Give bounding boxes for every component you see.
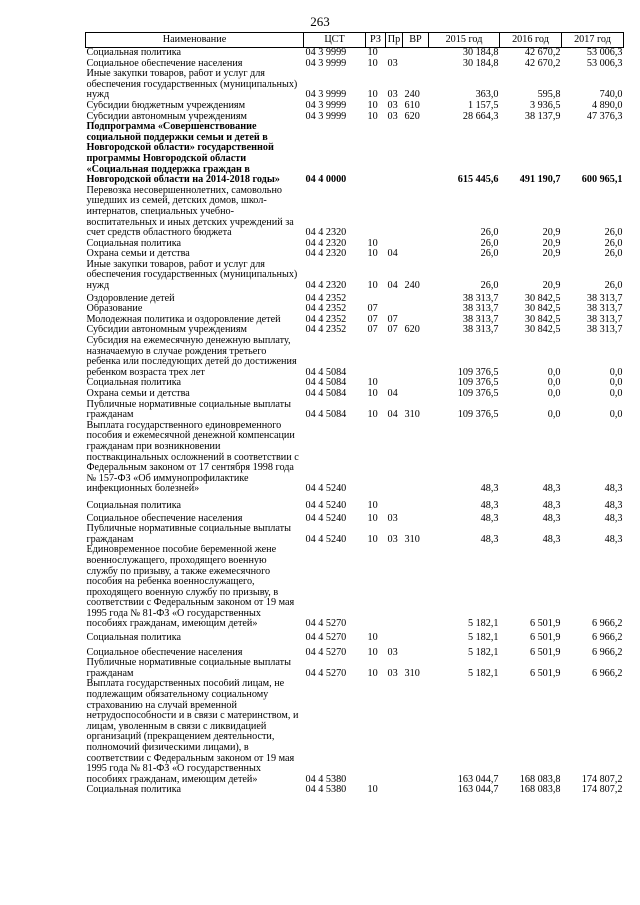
- row-name: Субсидии бюджетным учреждениям: [86, 100, 246, 111]
- budget-table: [85, 32, 624, 796]
- row-2016: 595,8: [537, 89, 561, 101]
- row-vr: [403, 336, 429, 378]
- row-name: Социальная политика: [86, 499, 182, 511]
- row-name: Единовременное пособие беременной жене военнослужащего, проходящего военную службу по призыву, а также ежемесячного пособия на ребенка военнослужащего, проходящего военную службу по призыву, в соответствии с Федеральным законом от 19 мая 1995 года № 81-ФЗ «О государственных пособиях гражданам, имеющим детей»: [86, 545, 295, 630]
- row-rz: 10: [367, 47, 378, 58]
- row-cst: 04 4 5084: [305, 378, 347, 389]
- row-2017: 174 807,2: [581, 773, 623, 785]
- row-rz: 10: [367, 378, 378, 389]
- row-cst: 04 3 9999: [305, 58, 347, 69]
- row-2015: 38 313,7: [462, 314, 499, 325]
- row-2016: 20,9: [542, 249, 561, 260]
- row-vr: [403, 304, 429, 315]
- row-pr: [386, 292, 403, 305]
- row-2015: 26,0: [480, 227, 499, 239]
- table-row: [86, 495, 624, 512]
- row-name: Социальное обеспечение населения: [86, 646, 243, 658]
- row-pr: [386, 304, 403, 315]
- row-cst: 04 4 5380: [305, 785, 347, 796]
- row-pr: [386, 336, 403, 378]
- table-row: [86, 186, 624, 239]
- row-rz: [366, 292, 386, 305]
- page-number: 263: [310, 14, 330, 29]
- row-rz: 10: [367, 533, 378, 545]
- row-rz: [366, 679, 386, 785]
- row-2017: 38 313,7: [586, 325, 623, 336]
- row-vr: [403, 512, 429, 525]
- table-row: [86, 101, 624, 112]
- row-rz: 10: [367, 100, 378, 111]
- row-2015: 163 044,7: [457, 773, 499, 785]
- row-rz: [366, 122, 386, 186]
- row-rz: 10: [367, 646, 378, 658]
- row-2015: 48,3: [480, 512, 499, 524]
- row-rz: 10: [367, 238, 378, 249]
- table-row: [86, 658, 624, 679]
- row-2016: 42 670,2: [524, 58, 561, 69]
- row-2016: 30 842,5: [524, 292, 561, 304]
- row-2015: 5 182,1: [467, 632, 499, 644]
- row-vr: [403, 249, 429, 260]
- row-cst: 04 4 5270: [305, 618, 347, 630]
- table-row: [86, 122, 624, 186]
- row-vr: [403, 315, 429, 326]
- row-cst: 04 4 5380: [305, 773, 347, 785]
- row-rz: 10: [367, 512, 378, 524]
- row-2016: 30 842,5: [524, 325, 561, 336]
- row-2015: 26,0: [480, 249, 499, 260]
- row-cst: 04 4 2352: [305, 314, 347, 325]
- row-vr: [403, 421, 429, 495]
- row-name: Охрана семьи и детства: [86, 249, 190, 260]
- table-row: [86, 239, 624, 250]
- row-2015: 26,0: [480, 280, 499, 292]
- row-2017: 0,0: [609, 409, 623, 421]
- row-2016: 20,9: [542, 238, 561, 249]
- row-name: Социальная политика: [86, 378, 182, 389]
- row-rz: [366, 336, 386, 378]
- row-2017: 48,3: [604, 483, 623, 495]
- row-name: Социальная политика: [86, 238, 182, 249]
- row-pr: 03: [387, 100, 398, 111]
- row-2017: 174 807,2: [581, 785, 623, 796]
- row-pr: [386, 186, 403, 239]
- row-vr: [403, 292, 429, 305]
- row-rz: 10: [367, 389, 378, 399]
- row-2015: 5 182,1: [467, 667, 499, 679]
- row-2017: 38 313,7: [586, 314, 623, 325]
- row-name: Оздоровление детей: [86, 292, 175, 304]
- row-cst: 04 4 5084: [305, 366, 347, 378]
- row-2015: 5 182,1: [467, 646, 499, 658]
- table-row: [86, 59, 624, 70]
- row-2016: 48,3: [542, 483, 561, 495]
- row-pr: [386, 630, 403, 644]
- row-cst: 04 4 2352: [305, 325, 347, 336]
- row-vr: [403, 644, 429, 659]
- row-rz: 10: [367, 280, 378, 292]
- table-row: [86, 69, 624, 101]
- row-name: Социальное обеспечение населения: [86, 512, 243, 524]
- row-name: Публичные нормативные социальные выплаты гражданам: [86, 658, 291, 679]
- row-2015: 38 313,7: [462, 325, 499, 336]
- row-vr: 240: [404, 89, 420, 101]
- row-2015: 615 445,6: [457, 174, 499, 186]
- row-vr: [403, 679, 429, 785]
- row-name: Иные закупки товаров, работ и услуг для обеспечения государственных (муниципальных) нужд: [86, 259, 298, 292]
- row-vr: 310: [404, 409, 420, 421]
- row-vr: 310: [404, 667, 420, 679]
- row-cst: 04 4 2320: [305, 227, 347, 239]
- row-2016: 48,3: [542, 512, 561, 524]
- row-pr: 03: [387, 512, 398, 524]
- row-cst: 04 4 2352: [305, 304, 347, 315]
- row-2015: 1 157,5: [467, 100, 499, 111]
- row-2016: 48,3: [542, 533, 561, 545]
- row-rz: 07: [367, 314, 378, 325]
- row-2016: 0,0: [547, 389, 561, 399]
- table-row: [86, 785, 624, 796]
- row-vr: 240: [404, 280, 420, 292]
- table-row: [86, 630, 624, 644]
- row-name: Социальная политика: [86, 47, 182, 58]
- row-2016: 0,0: [547, 409, 561, 421]
- row-vr: [403, 122, 429, 186]
- row-2017: 6 966,2: [591, 618, 623, 630]
- row-vr: [403, 239, 429, 250]
- table-row: [86, 325, 624, 336]
- row-name: Перевозка несовершеннолетних, самовольно ушедших из семей, детских домов, школ-интернатов, специальных учебно-воспитательных и иных детских учреждений за счет средств областного бюджета: [86, 185, 294, 239]
- row-rz: 10: [367, 409, 378, 421]
- row-cst: 04 3 9999: [305, 111, 347, 122]
- row-2017: 740,0: [599, 89, 623, 101]
- row-2016: 30 842,5: [524, 304, 561, 315]
- row-pr: 04: [387, 389, 398, 399]
- row-cst: 04 3 9999: [305, 89, 347, 101]
- row-2016: 168 083,8: [519, 773, 561, 785]
- row-cst: 04 3 9999: [305, 100, 347, 111]
- row-2015: 109 376,5: [457, 366, 499, 378]
- row-2016: 30 842,5: [524, 314, 561, 325]
- row-2017: 600 965,1: [581, 174, 623, 186]
- table-row: [86, 336, 624, 378]
- row-pr: 03: [387, 58, 398, 69]
- row-vr: [403, 495, 429, 512]
- row-cst: 04 4 5270: [305, 632, 347, 644]
- row-2017: 47 376,3: [586, 111, 623, 122]
- row-2017: 53 006,3: [586, 58, 623, 69]
- row-name: Выплата государственного единовременного пособия и ежемесячной денежной компенсации гражданам при возникновении поствакцинальных осложнений в соответствии с Федеральным законом от 17 сентября 1998 года № 157-ФЗ «Об иммунопрофилактике инфекционных болезней»: [86, 420, 299, 495]
- row-2016: 168 083,8: [519, 785, 561, 796]
- row-name: Охрана семьи и детства: [86, 389, 190, 399]
- row-pr: 04: [387, 409, 398, 421]
- row-pr: [386, 378, 403, 389]
- row-2016: 42 670,2: [524, 47, 561, 58]
- row-2016: 20,9: [542, 227, 561, 239]
- row-2015: 109 376,5: [457, 378, 499, 389]
- row-cst: 04 4 5240: [305, 483, 347, 495]
- row-cst: 04 4 5084: [305, 389, 347, 399]
- row-2015: 30 184,8: [462, 47, 499, 58]
- row-2016: 3 936,5: [529, 100, 561, 111]
- row-pr: [386, 545, 403, 630]
- row-pr: [386, 679, 403, 785]
- row-2017: 6 966,2: [591, 667, 623, 679]
- row-cst: 04 4 5240: [305, 499, 347, 511]
- row-vr: [403, 545, 429, 630]
- row-name: Иные закупки товаров, работ и услуг для обеспечения государственных (муниципальных) нужд: [86, 69, 298, 101]
- table-row: [86, 249, 624, 260]
- row-pr: 03: [387, 89, 398, 101]
- row-vr: [403, 378, 429, 389]
- row-cst: 04 3 9999: [305, 47, 347, 58]
- row-2015: 48,3: [480, 483, 499, 495]
- row-rz: [366, 545, 386, 630]
- row-cst: 04 4 2320: [305, 238, 347, 249]
- row-vr: [403, 186, 429, 239]
- row-2015: 5 182,1: [467, 618, 499, 630]
- table-row: [86, 524, 624, 545]
- row-2015: 38 313,7: [462, 292, 499, 304]
- row-rz: 10: [367, 249, 378, 260]
- row-2016: 6 501,9: [529, 618, 561, 630]
- table-row: [86, 400, 624, 421]
- table-row: [86, 679, 624, 785]
- row-cst: 04 4 5240: [305, 533, 347, 545]
- row-2017: 0,0: [609, 389, 623, 399]
- row-vr: [403, 785, 429, 796]
- row-2017: 48,3: [604, 533, 623, 545]
- row-rz: 10: [367, 785, 378, 796]
- header-name: Наименование: [86, 33, 304, 48]
- row-pr: [386, 421, 403, 495]
- row-2016: 491 190,7: [519, 174, 561, 186]
- table-row: [86, 512, 624, 525]
- row-vr: [403, 630, 429, 644]
- row-rz: 10: [367, 58, 378, 69]
- row-2015: 38 313,7: [462, 304, 499, 315]
- table-row: [86, 315, 624, 326]
- row-vr: [403, 59, 429, 70]
- row-vr: 620: [404, 111, 420, 122]
- row-rz: [366, 421, 386, 495]
- table-body: [86, 48, 624, 796]
- row-name: Образование: [86, 304, 143, 315]
- row-2017: 38 313,7: [586, 292, 623, 304]
- row-name: Подпрограмма «Совершенствование социальной поддержки семьи и детей в Новгородской области» государственной программы Новгородской области «Социальная поддержка граждан в Новгородской области на 2014-2018 годы»: [86, 122, 280, 186]
- row-vr: 620: [404, 325, 420, 336]
- row-2015: 163 044,7: [457, 785, 499, 796]
- row-2017: 26,0: [604, 249, 623, 260]
- table-row: [86, 378, 624, 389]
- row-rz: 10: [367, 111, 378, 122]
- row-pr: 07: [387, 314, 398, 325]
- header-rz: РЗ: [366, 33, 386, 48]
- row-cst: 04 4 5270: [305, 646, 347, 658]
- row-name: Социальное обеспечение населения: [86, 58, 243, 69]
- row-2015: 109 376,5: [457, 409, 499, 421]
- table-row: [86, 112, 624, 123]
- row-cst: 04 4 5084: [305, 409, 347, 421]
- table-header: [86, 33, 624, 48]
- header-cst: ЦСТ: [304, 33, 366, 48]
- row-rz: 10: [367, 89, 378, 101]
- row-pr: 04: [387, 249, 398, 260]
- row-name: Выплата государственных пособий лицам, не подлежащим обязательному социальному страхованию на случай временной нетрудоспособности и в связи с материнством, и лицам, уволенным в связи с ликвидацией организаций (прекращением деятельности, полномочий физическими лицами), в соответствии с Федеральным законом от 19 мая 1995 года № 81-ФЗ «О государственных пособиях гражданам, имеющим детей»: [86, 679, 299, 785]
- row-2016: 38 137,9: [524, 111, 561, 122]
- row-cst: 04 4 0000: [305, 174, 347, 186]
- row-pr: 03: [387, 667, 398, 679]
- row-2017: 26,0: [604, 280, 623, 292]
- row-rz: 07: [367, 325, 378, 336]
- row-name: Субсидии автономным учреждениям: [86, 325, 247, 336]
- row-pr: 03: [387, 646, 398, 658]
- table-row: [86, 48, 624, 59]
- row-cst: 04 4 2320: [305, 249, 347, 260]
- row-pr: 07: [387, 325, 398, 336]
- header-vr: ВР: [403, 33, 429, 48]
- row-rz: [366, 186, 386, 239]
- row-2016: 6 501,9: [529, 632, 561, 644]
- row-vr: [403, 48, 429, 59]
- row-2017: 0,0: [609, 366, 623, 378]
- row-pr: [386, 48, 403, 59]
- row-pr: 03: [387, 111, 398, 122]
- row-2016: 6 501,9: [529, 667, 561, 679]
- header-2016: 2016 год: [500, 33, 562, 48]
- row-pr: 03: [387, 533, 398, 545]
- header-2015: 2015 год: [429, 33, 500, 48]
- row-2015: 30 184,8: [462, 58, 499, 69]
- row-vr: 310: [404, 533, 420, 545]
- row-2017: 26,0: [604, 227, 623, 239]
- row-2017: 6 966,2: [591, 632, 623, 644]
- row-vr: 610: [404, 100, 420, 111]
- row-rz: 10: [367, 632, 378, 644]
- row-pr: [386, 495, 403, 512]
- row-2015: 48,3: [480, 499, 499, 511]
- table-row: [86, 304, 624, 315]
- row-cst: 04 4 2352: [305, 292, 347, 304]
- row-name: Социальная политика: [86, 632, 182, 644]
- row-2016: 0,0: [547, 366, 561, 378]
- row-2017: 26,0: [604, 238, 623, 249]
- row-2015: 109 376,5: [457, 389, 499, 399]
- row-2017: 4 890,0: [591, 100, 623, 111]
- table-row: [86, 545, 624, 630]
- row-vr: [403, 389, 429, 400]
- row-pr: [386, 785, 403, 796]
- row-name: Молодежная политика и оздоровление детей: [86, 314, 281, 325]
- row-2016: 6 501,9: [529, 646, 561, 658]
- table-row: [86, 389, 624, 400]
- row-2017: 6 966,2: [591, 646, 623, 658]
- row-name: Публичные нормативные социальные выплаты гражданам: [86, 524, 291, 545]
- row-2017: 53 006,3: [586, 47, 623, 58]
- row-2017: 48,3: [604, 499, 623, 511]
- row-2016: 0,0: [547, 378, 561, 389]
- row-rz: 10: [367, 667, 378, 679]
- row-pr: 04: [387, 280, 398, 292]
- row-name: Субсидии автономным учреждениям: [86, 111, 247, 122]
- row-2017: 48,3: [604, 512, 623, 524]
- row-name: Публичные нормативные социальные выплаты гражданам: [86, 399, 291, 421]
- row-cst: 04 4 5270: [305, 667, 347, 679]
- row-pr: [386, 122, 403, 186]
- row-2015: 48,3: [480, 533, 499, 545]
- row-2017: 38 313,7: [586, 304, 623, 315]
- row-rz: 10: [367, 499, 378, 511]
- table-row: [86, 292, 624, 305]
- row-rz: 07: [367, 304, 378, 315]
- row-2016: 20,9: [542, 280, 561, 292]
- row-2015: 26,0: [480, 238, 499, 249]
- row-2017: 0,0: [609, 378, 623, 389]
- table-row: [86, 421, 624, 495]
- row-name: Социальная политика: [86, 785, 182, 796]
- row-2015: 363,0: [475, 89, 499, 101]
- header-2017: 2017 год: [562, 33, 624, 48]
- table-row: [86, 644, 624, 659]
- table-row: [86, 260, 624, 292]
- row-name: Субсидия на ежемесячную денежную выплату, назначаемую в случае рождения третьего ребенка или последующих детей до достижения ребенком возраста трех лет: [86, 336, 297, 378]
- header-pr: Пр: [386, 33, 403, 48]
- header-row: [86, 33, 624, 48]
- row-pr: [386, 239, 403, 250]
- row-2015: 28 664,3: [462, 111, 499, 122]
- row-cst: 04 4 5240: [305, 512, 347, 524]
- row-2016: 48,3: [542, 499, 561, 511]
- row-cst: 04 4 2320: [305, 280, 347, 292]
